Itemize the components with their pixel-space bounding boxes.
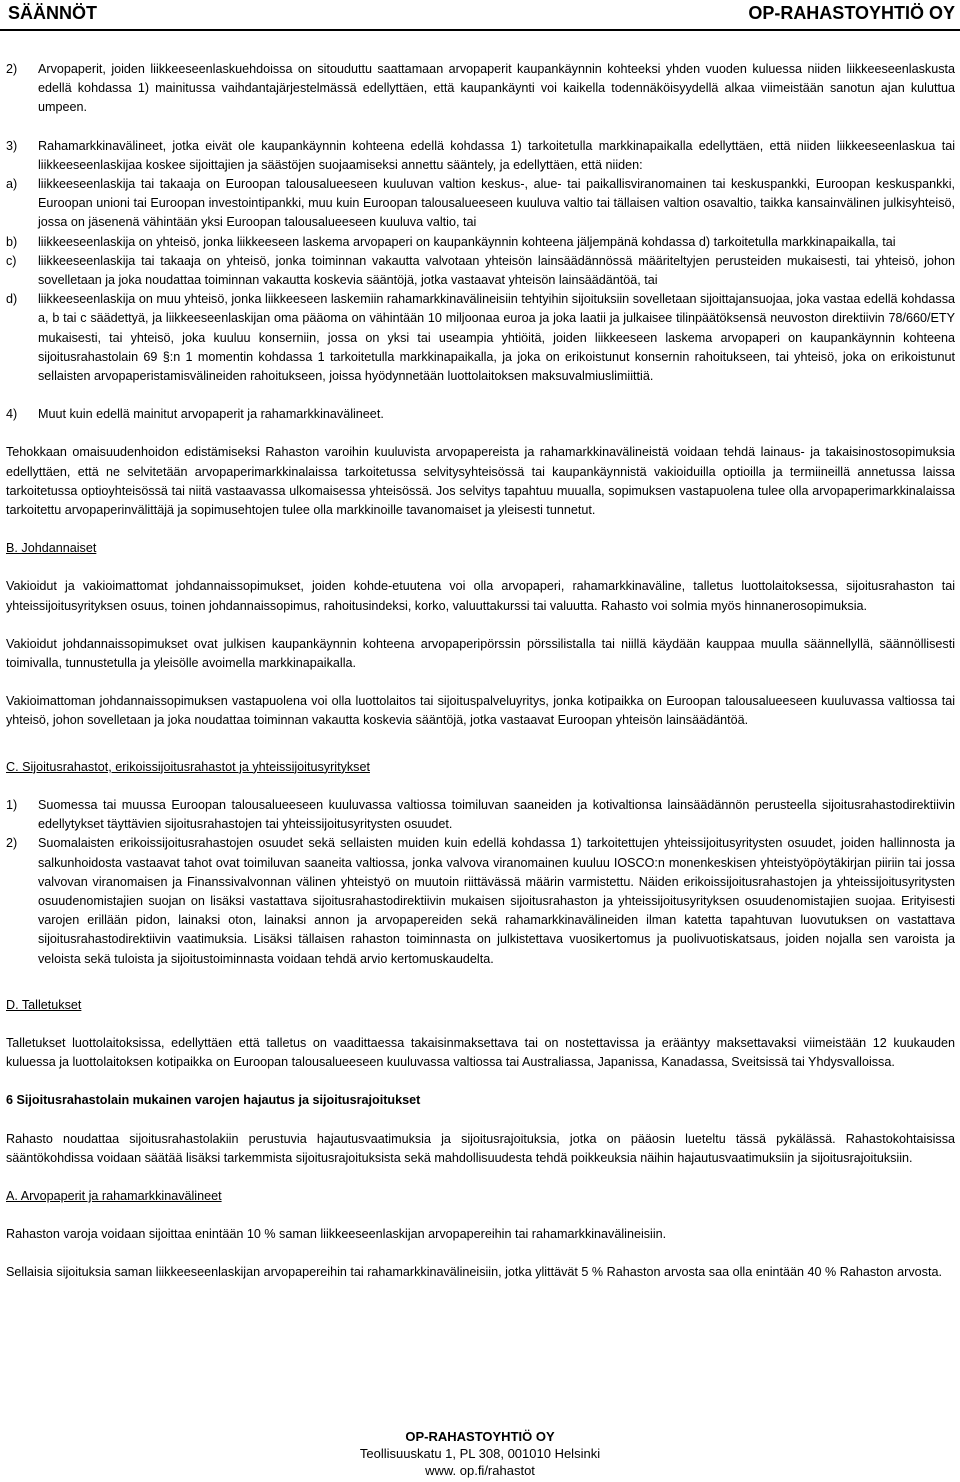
sub-item-text: liikkeeseenlaskija tai takaaja on yhteisö, jonka toiminnan vakautta valvotaan yhteisön lainsäädännössä määriteltyjen perusteiden mukaisesti, tai yhteisö, johon sovelletaan ja joka noudattaa toiminnan vakautta koskevia sääntöjä, jotka vastaavat yhteisön lainsäädäntöä, tai [38, 253, 955, 288]
sub-item-d [6, 290, 955, 386]
sub-item-letter: d) [6, 292, 18, 307]
list-item-3 [6, 137, 955, 175]
list-text: Suomessa tai muussa Euroopan talousalueeseen kuuluvassa valtiossa toimiluvan saaneiden ja kotivaltionsa lainsäädännön perusteella sijoitusrahastodirektiivin edellytykset täyttävien sijoitusrahastojen tai yhteissijoitusyritysten osuudet. [38, 797, 955, 832]
header-divider [0, 29, 960, 31]
footer-website: www. op.fi/rahastot [425, 1463, 535, 1478]
list-number: 3) [6, 138, 18, 153]
sub-item-a [6, 175, 955, 233]
company-name-header: OP-RAHASTOYHTIÖ OY [748, 3, 955, 23]
page-header [0, 0, 960, 40]
paragraph-diversification: Rahasto noudattaa sijoitusrahastolakiin perustuvia hajautusvaatimuksia ja sijoitusrajoituksia, jotka on pääosin lueteltu tässä pykälässä. Rahastokohtaisissa sääntökohdissa voidaan säätää lisäksi tarkemmista sijoitusrajoituksista sekä mahdollisuudesta tehdä poikkeuksia näihin hajautusvaatimuksiin ja sijoitusrajoituksiin. [6, 1131, 955, 1165]
sub-item-letter: b) [6, 234, 18, 249]
list-item-2 [6, 60, 955, 118]
list-number: 1) [6, 797, 18, 812]
footer-address: Teollisuuskatu 1, PL 308, 001010 Helsinki [359, 1446, 601, 1461]
list-text: Arvopaperit, joiden liikkeeseenlaskuehdoissa on sitouduttu saattamaan arvopaperit kaupankäynnin kohteeksi yhden vuoden kuluessa niiden liikkeeseenlaskusta edellä kohdassa 1) mainitussa vaihdantajärjestelmässä edellyttäen, että kaupankäynti voi kaikella todennäköisyydellä alkaa viimeistään sanotun ajan kuluttua umpeen. [38, 62, 955, 115]
section-heading-6: 6 Sijoitusrahastolain mukainen varojen hajautus ja sijoitusrajoitukset [6, 1093, 421, 1108]
list-item-c1 [6, 796, 955, 834]
paragraph-derivatives-3: Vakioimattoman johdannaissopimuksen vastapuolena voi olla luottolaitos tai sijoituspalveluyritys, jonka kotipaikka on Euroopan talousalueeseen kuuluvassa valtiossa tai yhteisö, johon sovelletaan ja joka noudattaa toiminnan vakautta koskevia sääntöjä, jotka vastaavat Euroopan yhteisön lainsäädäntöä. [6, 694, 955, 728]
paragraph-lending: Tehokkaan omaisuudenhoidon edistämiseksi Rahaston varoihin kuuluvista arvopapereista ja rahamarkkinavälineistä voidaan tehdä lainaus- ja takaisinostosopimuksia edellyttäen, että ne selvitetään arvopaperimarkkinalaissa tarkoitetussa selvitysyhteisössä tai kaupankäynnistä vakioiduilla optioilla ja termiineillä annetussa laissa tarkoitetussa optioyhteisössä tai niitä vastaavassa ulkomaisessa yhteisössä. Jos selvitys tapahtuu muualla, sopimuksen vastapuolena tulee olla arvopaperimarkkinalaissa tarkoitettu arvopaperinvälittäjä ja sopimusehtojen tulee olla markkinoille tavanomaiset ja yleisesti tunnetut. [6, 445, 955, 518]
sub-item-letter: c) [6, 253, 17, 268]
list-item-c2 [6, 834, 955, 968]
page-footer [0, 1428, 960, 1479]
section-heading-d: D. Talletukset [6, 997, 82, 1012]
section-heading-a: A. Arvopaperit ja rahamarkkinavälineet [6, 1188, 222, 1203]
sub-item-c [6, 252, 955, 290]
list-text: Muut kuin edellä mainitut arvopaperit ja rahamarkkinavälineet. [38, 407, 384, 422]
list-number: 4) [6, 407, 18, 422]
sub-item-text: liikkeeseenlaskija tai takaaja on Euroopan talousalueeseen kuuluvan valtion keskus-, alue- tai paikallisviranomainen tai keskuspankki, Euroopan keskuspankki, Euroopan unioni tai Euroopan investointipankki, muu kuin Euroopan talousalueeseen kuuluva valtio tai tällaisen valtion osavaltio, taikka kansainvälinen julkisyhteisö, jossa on jäsenenä vähintään yksi Euroopan talousalueeseen kuuluva valtio, tai [38, 177, 955, 230]
list-text: Rahamarkkinavälineet, jotka eivät ole kaupankäynnin kohteena edellä kohdassa 1) tarkoitetulla markkinapaikalla edellyttäen, että niiden liikkeeseenlaskua tai liikkeeseenlaskijaa koskee sijoittajien ja säästöjen suojaamiseksi annettu sääntely, ja edellyttäen, että niiden: [38, 138, 955, 172]
paragraph-limit-10: Rahaston varoja voidaan sijoittaa enintään 10 % saman liikkeeseenlaskijan arvopapereihin tai rahamarkkinavälineisiin. [6, 1227, 667, 1242]
paragraph-deposits: Talletukset luottolaitoksissa, edellyttäen että talletus on vaadittaessa takaisinmaksettava tai on nostettavissa ja erääntyy maksettavaksi viimeistään 12 kuukauden kuluessa ja luottolaitoksen kotipaikka on Euroopan talousalueeseen kuuluvassa valtiossa tai Australiassa, Japanissa, Kanadassa, Sveitsissä tai Yhdysvalloissa. [6, 1035, 955, 1070]
footer-company-name: OP-RAHASTOYHTIÖ OY [405, 1429, 555, 1444]
list-number: 2) [6, 62, 18, 76]
sub-item-text: liikkeeseenlaskija on yhteisö, jonka liikkeeseen laskema arvopaperi on kaupankäynnin kohteena jäljempänä kohdassa d) tarkoitetulla markkinapaikalla, tai [38, 234, 896, 249]
paragraph-derivatives-2: Vakioidut johdannaissopimukset ovat julkisen kaupankäynnin kohteena arvopaperipörssin pörssilistalla tai niillä käydään kauppaa muulla säännellyllä, säännöllisesti toimivalla, tunnustetulla ja yleisölle avoimella markkinapaikalla. [6, 636, 955, 671]
document-type-label: SÄÄNNÖT [8, 3, 97, 23]
sub-item-text: liikkeeseenlaskija on muu yhteisö, jonka liikkeeseen laskemiin rahamarkkinavälineisiin tehtyihin sijoituksiin sovelletaan sijoittajansuojaa, joka vastaa edellä kohdassa a, b tai c säädettyä, ja liikkeeseenlaskijan oma pääoma on vähintään 10 miljoonaa euroa ja joka laatii ja julkaisee tilinpäätöksensä neuvoston direktiivin 78/660/ETY mukaisesti, tai yhteisö, joka kuuluu konserniin, jossa on yksi tai useampia yhtiöitä, joiden liikkeeseen laskema arvopaperi on kaupankäynnin kohteena sijoitusrahastolain 69 §:n 1 momentin kohdassa 1 tarkoitetulla markkinapaikalla, ja joka on erikoistunut konsernin rahoitukseen, tai yhteisö, joka on erikoistunut sellaisten arvopaperistamisvälineiden rahoitukseen, joissa hyödynnetään luottolaitoksen maksuvalmiuslimiittiä. [38, 292, 955, 384]
sub-item-letter: a) [6, 177, 18, 192]
list-number: 2) [6, 836, 18, 851]
list-text: Suomalaisten erikoissijoitusrahastojen osuudet sekä sellaisten muiden kuin edellä kohdassa 1) tarkoitettujen yhteissijoitusyritysten osuudet, joiden hallinnosta ja salkunhoidosta vastaavat tahot ovat toimiluvan saaneita valtiossa, jonka valvova viranomainen kuuluu IOSCO:n monenkeskisen yhteistyöpöytäkirjan piiriin tai jossa valvovan viranomaisen ja Finanssivalvonnan välinen yhteistyö on muutoin riittävässä määrin varmistettu. Näiden erikoissijoitusrahastojen ja yhteissijoitusyritysten osuudenomistajien suojan on lisäksi vastattava sijoitusrahastodirektiivin mukaisen sijoitusrahaston ja yhteissijoitusyrityksen osuudenomistajien suojaa. Erityisesti varojen erillään pidon, lainaksi oton, lainaksi annon ja arvopapereiden sekä rahamarkkinavälineiden ilman katetta tapahtuvan luovutuksen on vastattava sijoitusrahastodirektiivin vaatimuksia. Lisäksi tällaisen rahaston toiminnasta on julkistettava vuosikertomus ja puolivuotiskatsaus, joiden nojalla sen varoista ja veloista sekä tuloista ja sijoitustoiminnasta voidaan tehdä arvio kertomuskaudelta. [38, 836, 955, 966]
sub-item-b [6, 233, 955, 252]
document-body [6, 60, 955, 1283]
section-heading-b: B. Johdannaiset [6, 541, 97, 556]
section-heading-c: C. Sijoitusrahastot, erikoissijoitusrahastot ja yhteissijoitusyritykset [6, 759, 370, 774]
paragraph-limit-40: Sellaisia sijoituksia saman liikkeeseenlaskijan arvopapereihin tai rahamarkkinavälineisiin, jotka ylittävät 5 % Rahaston arvosta saa olla enintään 40 % Rahaston arvosta. [6, 1265, 942, 1280]
list-item-4 [6, 405, 955, 424]
paragraph-derivatives-1: Vakioidut ja vakioimattomat johdannaissopimukset, joiden kohde-etuutena voi olla arvopaperi, rahamarkkinaväline, talletus luottolaitoksessa, sijoitusrahaston tai yhteissijoitusyrityksen osuus, toinen johdannaissopimus, rahoitusindeksi, korko, valuuttakurssi tai valuutta. Rahasto voi solmia myös hinnanerosopimuksia. [6, 579, 955, 613]
